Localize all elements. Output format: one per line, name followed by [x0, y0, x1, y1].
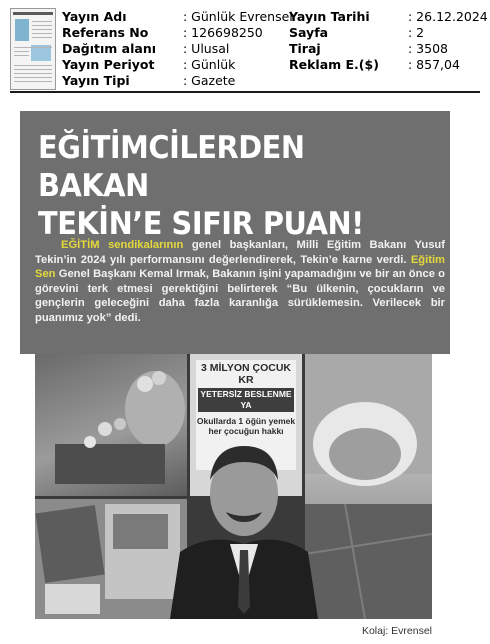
meta-labels-left: [62, 9, 156, 89]
article-panel: [20, 111, 450, 354]
lead-text: genel başkanları, Milli Eğitim Bakanı Yusuf Tekin’in 2024 yılı performansını değerlendirerek, Tekin’e karne verdi.: [35, 239, 445, 266]
photo-collage: [35, 354, 432, 619]
meta-value: : Günlük: [183, 57, 236, 72]
meta-value: : 857,04: [408, 57, 460, 72]
flowers-illustration: [35, 354, 187, 496]
meta-value: : Günlük Evrensel: [183, 9, 293, 24]
meta-label: Yayın Periyot: [62, 57, 155, 72]
meta-values-right: [408, 9, 488, 73]
meta-value: : Ulusal: [183, 41, 230, 56]
toilet-photo: [305, 354, 432, 619]
meta-label: Reklam E.($): [289, 57, 379, 72]
article-headline: [38, 129, 415, 243]
minister-portrait: [170, 432, 318, 619]
meta-value: : 26.12.2024: [408, 9, 488, 24]
meta-label: Yayın Adı: [62, 9, 127, 24]
meta-label: Tiraj: [289, 41, 321, 56]
lead-highlight: sendikalarının: [108, 239, 184, 251]
meta-label: Yayın Tipi: [62, 73, 130, 88]
lead-text: Genel Başkanı Kemal Irmak, Bakanın işini yapamadığını ve bir an önce o görevini terk etmesi gerektiğini belirterek “Bu ülkenin, çocukların ve gençlerin geleceğini daha fazla karanlığa sürüklemesin. Verilecek bir puanımız yok” dedi.: [35, 268, 445, 324]
poster-line-2: YETERSİZ BESLENME YA: [198, 388, 294, 412]
toilet-illustration: [305, 354, 432, 619]
meta-label: Yayın Tarihi: [289, 9, 370, 24]
headline-line-1: EĞİTİMCİLERDEN BAKAN: [38, 130, 305, 204]
poster-line-1: 3 MİLYON ÇOCUK KR: [200, 362, 292, 386]
newspaper-thumbnail[interactable]: [10, 8, 56, 90]
lead-highlight: Eğitim Sen: [35, 253, 445, 281]
meta-value: : Gazete: [183, 73, 236, 88]
meta-value: : 3508: [408, 41, 448, 56]
headline-line-2: TEKİN’E SIFIR PUAN!: [38, 206, 364, 242]
article-lead: [35, 238, 445, 326]
meta-label: Referans No: [62, 25, 149, 40]
poster-line-3: Okullarda 1 öğün yemek her çocuğun hakkı: [196, 416, 296, 436]
meta-values-left: [183, 9, 293, 89]
meta-label: Sayfa: [289, 25, 329, 40]
papers-illustration: [35, 499, 187, 619]
lead-highlight: EĞİTİM: [61, 239, 100, 251]
photo-caption: Kolaj: Evrensel: [361, 625, 432, 637]
header-divider: [10, 91, 480, 93]
meta-value: : 2: [408, 25, 425, 40]
meta-value: : 126698250: [183, 25, 263, 40]
flowers-photo: [35, 354, 187, 496]
meta-labels-right: [289, 9, 379, 73]
meta-label: Dağıtım alanı: [62, 41, 157, 56]
minister-photo: [170, 432, 318, 619]
papers-photo: [35, 499, 187, 619]
